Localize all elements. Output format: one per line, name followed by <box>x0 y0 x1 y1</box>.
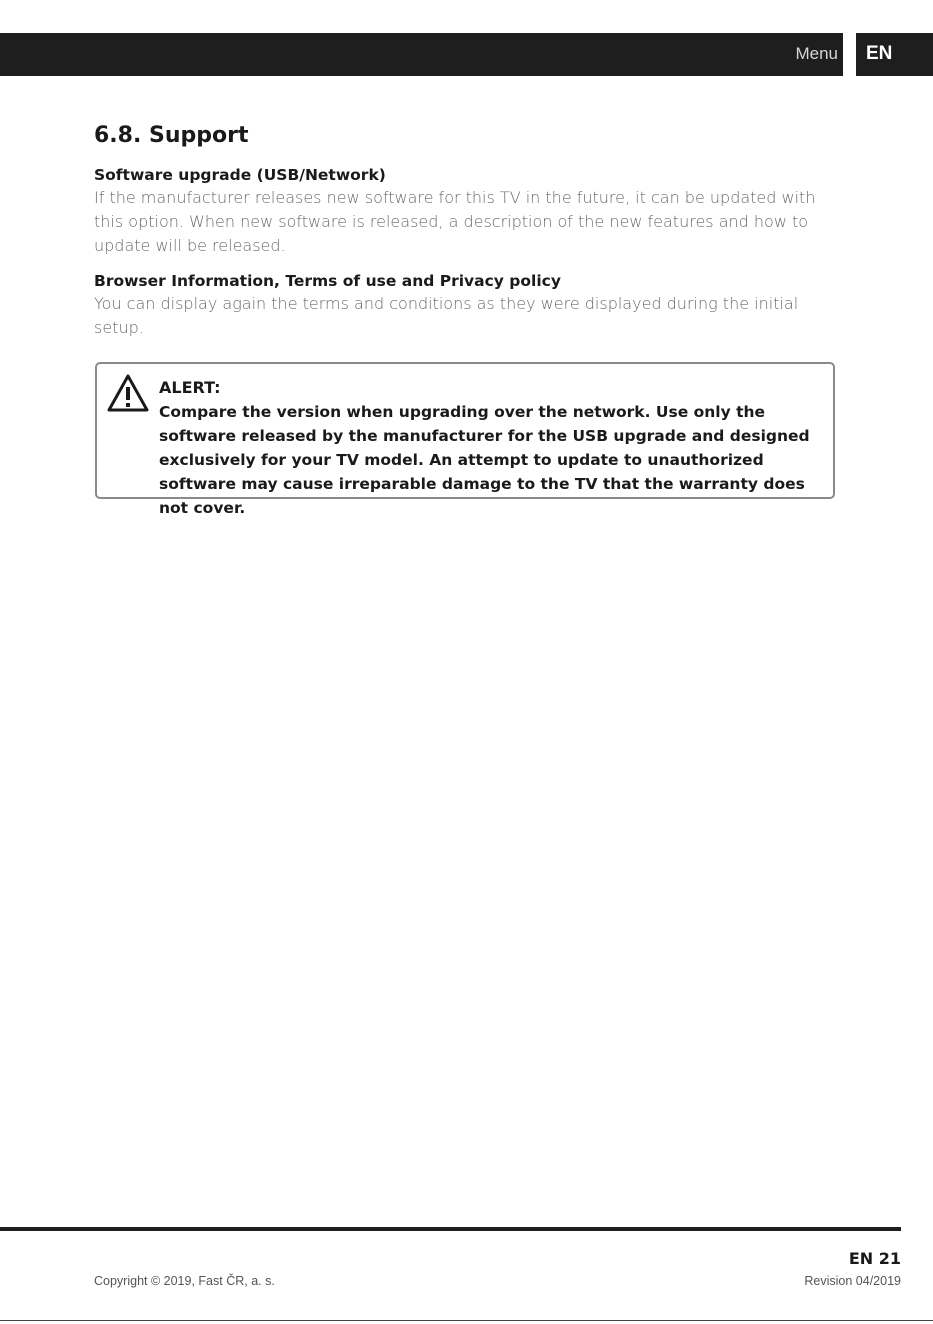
alert-box <box>95 362 835 517</box>
page-edge-rule <box>0 1320 933 1321</box>
software-upgrade-text: If the manufacturer releases new software for this TV in the future, it can be updated with this option. When new software is released, a description of the new features and how to update will be released. <box>94 188 816 255</box>
alert-title: ALERT: <box>159 378 221 397</box>
browser-info-text: You can display again the terms and conditions as they were displayed during the initial setup. <box>94 294 799 337</box>
warning-triangle-icon <box>106 373 150 413</box>
page-content <box>94 120 839 352</box>
language-label: EN <box>866 43 893 64</box>
copyright-text: Copyright © 2019, Fast ČR, a. s. <box>94 1274 275 1288</box>
alert-text: Compare the version when upgrading over the network. Use only the software released by the manufacturer for the USB upgrade and designed exclusively for your TV model. An attempt to update to unauthorized software may cause irreparable damage to the TV that the warranty does not cover. <box>159 403 810 517</box>
revision-text: Revision 04/2019 <box>804 1274 901 1288</box>
menu-link[interactable]: Menu <box>795 44 838 63</box>
page-number: EN 21 <box>848 1249 901 1268</box>
footer-rule <box>0 1227 901 1231</box>
section-title: 6.8. Support <box>94 123 249 148</box>
browser-info-heading: Browser Information, Terms of use and Privacy policy <box>94 272 561 290</box>
software-upgrade-heading: Software upgrade (USB/Network) <box>94 166 386 184</box>
header-bar <box>0 33 843 76</box>
